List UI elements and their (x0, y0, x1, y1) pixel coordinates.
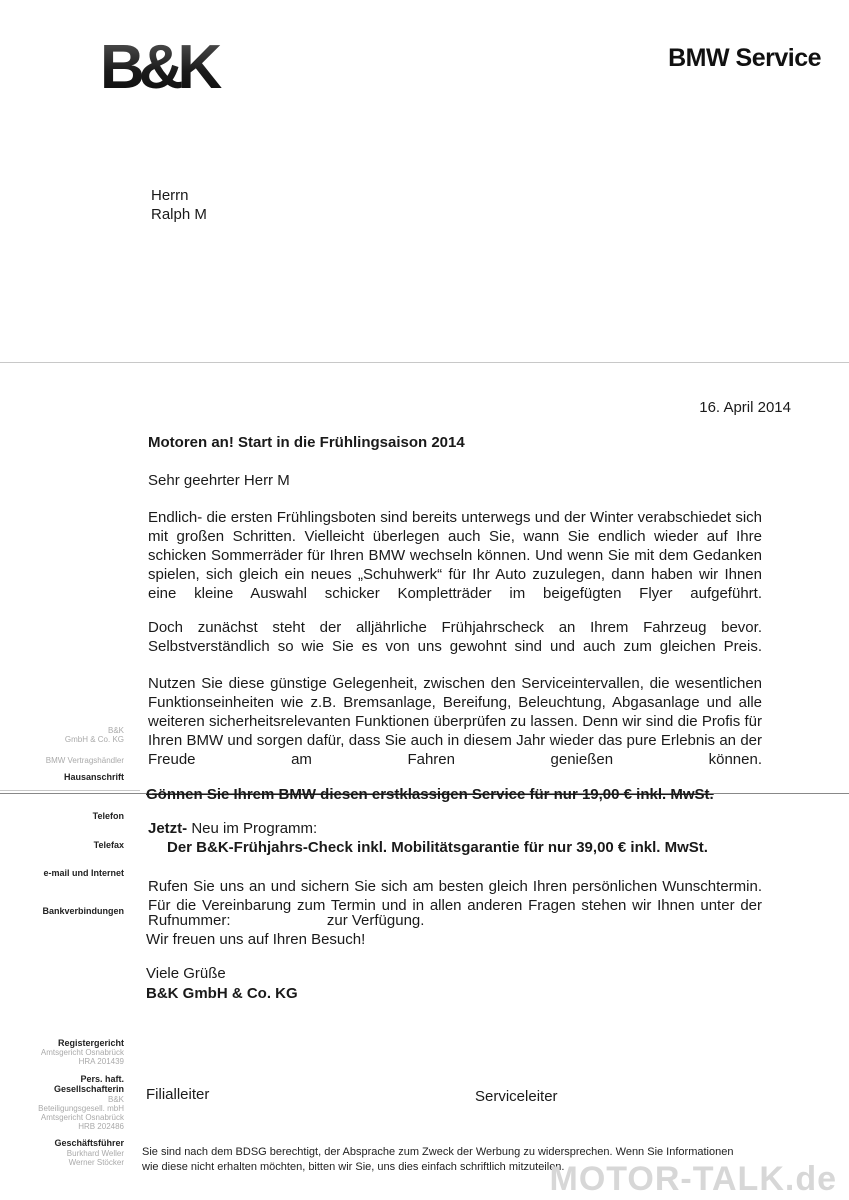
sidebar-partner-label-2: Gesellschafterin (53, 1084, 124, 1094)
paragraph-call: Rufen Sie uns an und sichern Sie sich am besten gleich Ihren persönlichen Wunschtermin. Für die Vereinbarung zum Termin und in allen anderen Fragen stehen wir Ihnen unter der (148, 878, 762, 914)
sidebar-company-1: B&K (107, 726, 124, 735)
sidebar-fax-label: Telefax (93, 840, 124, 850)
sidebar-register-number: HRA 201439 (78, 1057, 124, 1066)
closing-greeting: Viele Grüße (146, 965, 226, 982)
paragraph-check: Doch zunächst steht der alljährliche Frühjahrscheck an Ihrem Fahrzeug bevor. Selbstverständlich so wie Sie es von uns gewohnt sind und auch zum gleichen Preis. (148, 619, 762, 655)
call-number-line (148, 912, 424, 929)
fold-line-2 (0, 790, 140, 791)
offer-old: Gönnen Sie Ihrem BMW diesen erstklassigen Service für nur 19,00 € inkl. MwSt. (146, 786, 714, 803)
letter-salutation: Sehr geehrter Herr M (148, 472, 290, 489)
recipient-salutation: Herrn (151, 187, 189, 204)
new-offer-lead (148, 820, 317, 837)
sidebar-partner-company: Beteiligungsgesell. mbH (38, 1104, 124, 1113)
call-number-suffix: zur Verfügung. (326, 912, 425, 929)
signature-branch-manager: Filialleiter (146, 1086, 210, 1103)
sidebar-email-label: e-mail und Internet (43, 868, 124, 878)
call-number-label: Rufnummer: (148, 912, 231, 929)
sidebar-phone-label: Telefon (92, 811, 124, 821)
sidebar-address-label: Hausanschrift (63, 772, 124, 782)
sidebar-bank-label: Bankverbindungen (42, 906, 124, 916)
sidebar-partner-number: HRB 202486 (78, 1122, 124, 1131)
letter-subject: Motoren an! Start in die Frühlingsaison 2014 (148, 434, 465, 451)
sidebar-company-2: GmbH & Co. KG (64, 735, 124, 744)
sidebar-manager-2: Werner Stöcker (68, 1158, 124, 1167)
privacy-line-1: Sie sind nach dem BDSG berechtigt, der Absprache zum Zweck der Werbung zu widersprechen. Wenn Sie Informationen (142, 1146, 734, 1158)
sidebar-register-label: Registergericht (57, 1038, 124, 1048)
bk-logo (100, 36, 240, 94)
sidebar-dealer: BMW Vertragshändler (45, 756, 124, 765)
logo-text: B&K (100, 36, 217, 94)
looking-forward: Wir freuen uns auf Ihren Besuch! (146, 931, 366, 948)
sidebar-partner-name: B&K (107, 1095, 124, 1104)
recipient-name: Ralph M (151, 206, 207, 223)
letter-date: 16. April 2014 (699, 399, 791, 416)
sidebar-partner-court: Amtsgericht Osnabrück (40, 1113, 124, 1122)
sidebar-managers-label: Geschäftsführer (54, 1138, 124, 1148)
new-offer-label: Jetzt- (148, 820, 188, 837)
signature-service-manager: Serviceleiter (475, 1088, 558, 1105)
sidebar-manager-1: Burkhard Weller (66, 1149, 124, 1158)
watermark: MOTOR-TALK.de (549, 1160, 837, 1198)
company-signature: B&K GmbH & Co. KG (146, 985, 298, 1002)
paragraph-opportunity: Nutzen Sie diese günstige Gelegenheit, zwischen den Serviceintervallen, die wesentlichen Funktionseinheiten wie z.B. Bremsanlage, Bereifung, Beleuchtung, Abgasanlage und alle weiteren sicherheitsrelevanten Funktionen überprüfen zu lassen. Denn wir sind die Profis für Ihren BMW und sorgen dafür, dass Sie auch in diesem Jahr wieder das pure Erlebnis an der Freude am Fahren genießen können. (148, 675, 762, 768)
privacy-line-2: wie diese nicht erhalten möchten, bitten wir Sie, uns dies einfach schriftlich mitzuteilen. (142, 1161, 565, 1173)
sidebar-register-court: Amtsgericht Osnabrück (40, 1048, 124, 1057)
fold-line (0, 362, 849, 363)
brand-title: BMW Service (668, 44, 821, 72)
sidebar-partner-label-1: Pers. haft. (80, 1074, 124, 1084)
new-offer-text: Neu im Programm: (191, 820, 318, 837)
offer-new: Der B&K-Frühjahrs-Check inkl. Mobilitätsgarantie für nur 39,00 € inkl. MwSt. (167, 839, 708, 856)
paragraph-spring: Endlich- die ersten Frühlingsboten sind bereits unterwegs und der Winter verabschiedet sich mit großen Schritten. Vielleicht überlegen auch Sie, wann Sie endlich wieder auf Ihre schicken Sommerräder für Ihren BMW wechseln können. Und wenn Sie mit dem Gedanken spielen, sich gleich ein neues „Schuhwerk“ für Ihr Auto zuzulegen, dann haben wir Ihnen eine kleine Auswahl schicker Kompletträder im beigefügten Flyer aufgeführt. (148, 509, 762, 602)
